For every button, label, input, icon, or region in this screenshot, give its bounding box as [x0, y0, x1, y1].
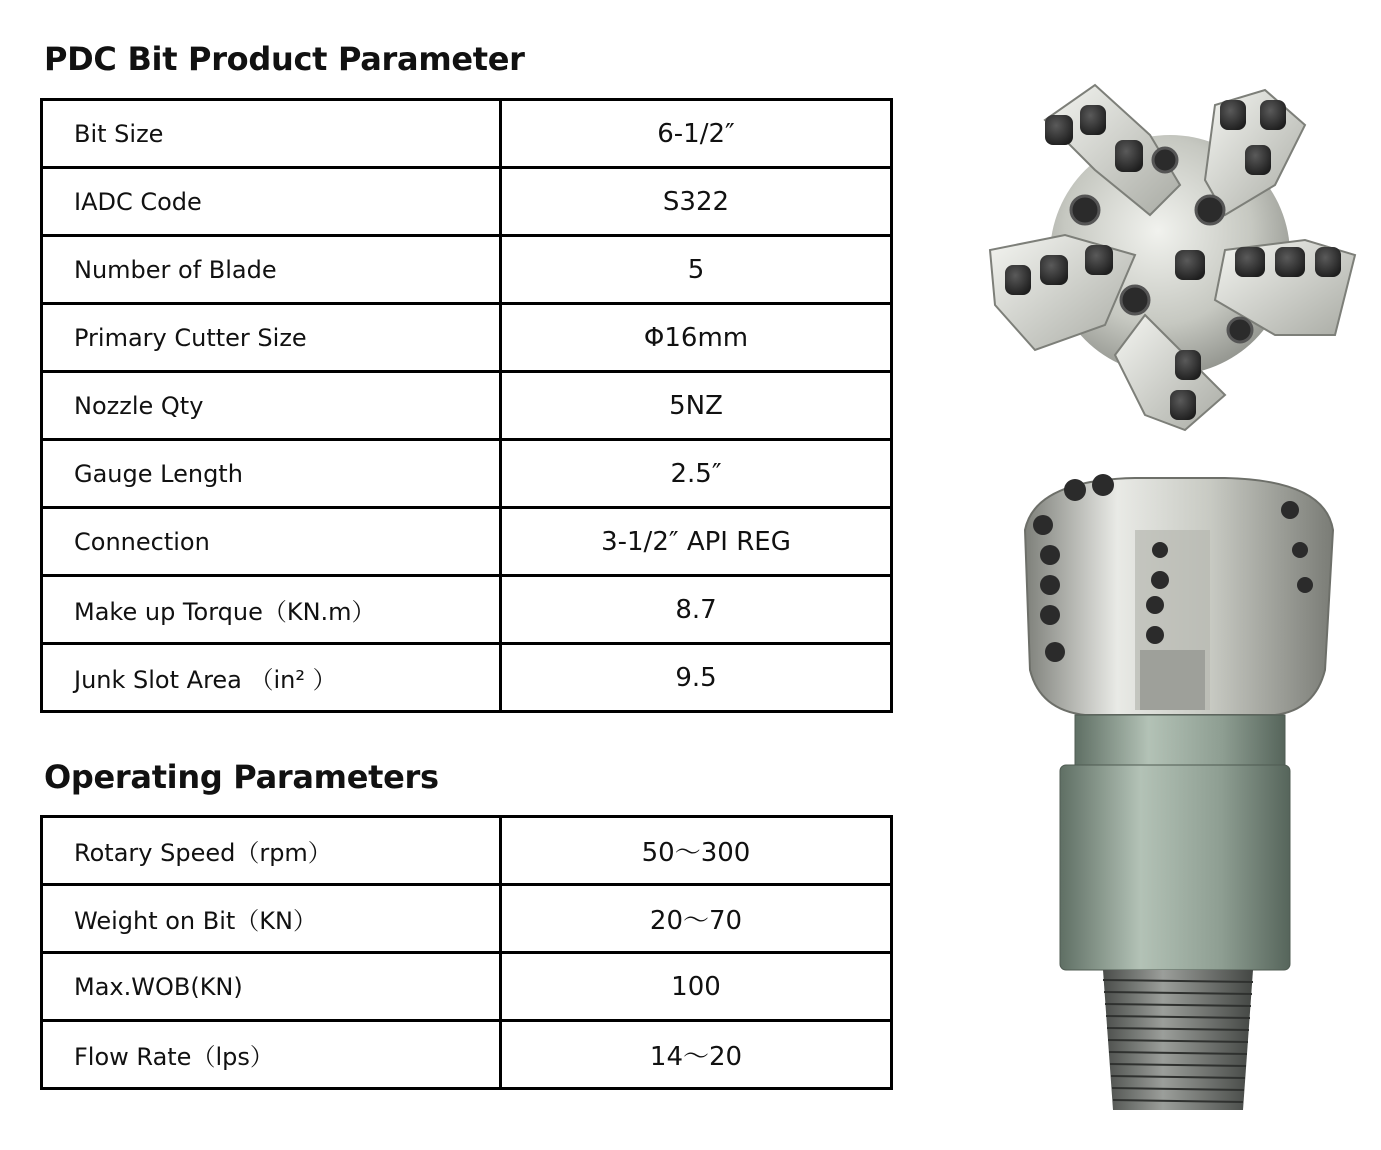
operating-parameters-table — [40, 815, 893, 1090]
param-label: Gauge Length — [42, 440, 501, 508]
table-row — [42, 168, 892, 236]
param-value: 50～300 — [501, 817, 892, 885]
table-row — [42, 817, 892, 885]
table-row — [42, 304, 892, 372]
param-value: 5 — [501, 236, 892, 304]
table-row — [42, 440, 892, 508]
product-parameter-heading: PDC Bit Product Parameter — [44, 40, 525, 78]
param-value: 100 — [501, 953, 892, 1021]
table-row — [42, 1021, 892, 1089]
param-label: Bit Size — [42, 100, 501, 168]
param-value: 2.5″ — [501, 440, 892, 508]
threaded-pin — [1103, 970, 1253, 1110]
param-value: 14～20 — [501, 1021, 892, 1089]
table-row — [42, 576, 892, 644]
table-row — [42, 100, 892, 168]
param-label: Number of Blade — [42, 236, 501, 304]
param-value: 20～70 — [501, 885, 892, 953]
param-value: 3-1/2″ API REG — [501, 508, 892, 576]
param-label: IADC Code — [42, 168, 501, 236]
table-row — [42, 644, 892, 712]
bit-side-view — [1015, 470, 1345, 1120]
table-row — [42, 885, 892, 953]
bit-body — [1060, 715, 1290, 970]
product-parameter-table — [40, 98, 893, 713]
param-label: Primary Cutter Size — [42, 304, 501, 372]
param-label: Weight on Bit（KN） — [42, 885, 501, 953]
param-value: 8.7 — [501, 576, 892, 644]
param-value: 5NZ — [501, 372, 892, 440]
operating-parameters-heading: Operating Parameters — [44, 758, 439, 796]
param-label: Connection — [42, 508, 501, 576]
param-value: Φ16mm — [501, 304, 892, 372]
param-value: 9.5 — [501, 644, 892, 712]
table-row — [42, 953, 892, 1021]
table-row — [42, 508, 892, 576]
param-value: S322 — [501, 168, 892, 236]
param-label: Flow Rate（lps） — [42, 1021, 501, 1089]
param-label: Max.WOB(KN) — [42, 953, 501, 1021]
table-row — [42, 372, 892, 440]
param-label: Junk Slot Area （in² ） — [42, 644, 501, 712]
param-value: 6-1/2″ — [501, 100, 892, 168]
param-label: Make up Torque（KN.m） — [42, 576, 501, 644]
param-label: Rotary Speed（rpm） — [42, 817, 501, 885]
table-row — [42, 236, 892, 304]
bit-top-view — [975, 65, 1365, 440]
param-label: Nozzle Qty — [42, 372, 501, 440]
